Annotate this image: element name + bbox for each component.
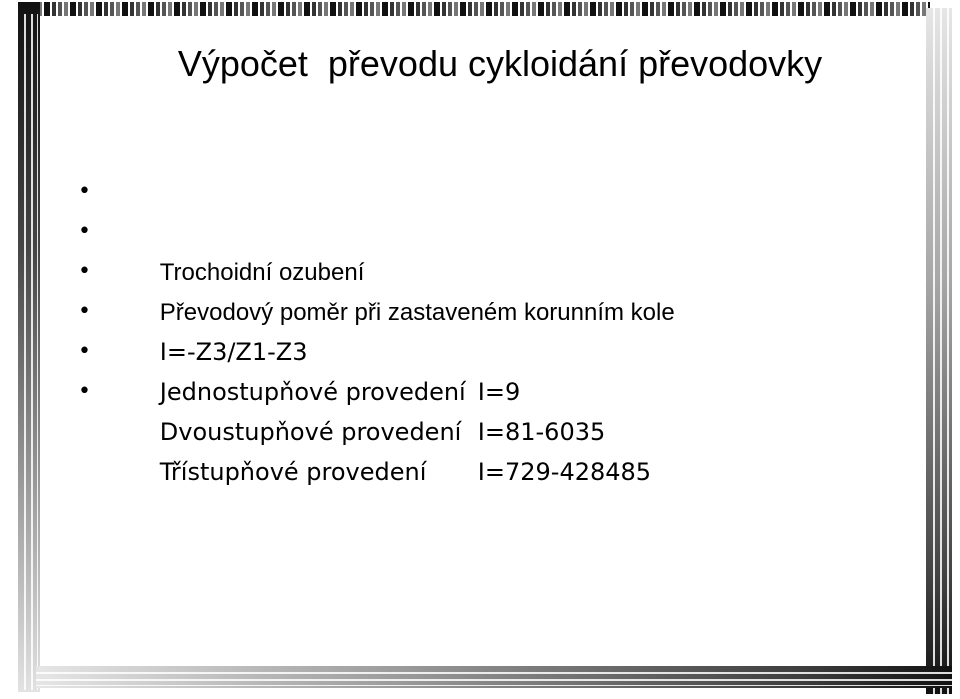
variant-ratio: I=9 (477, 378, 521, 406)
frame-right-stripes (928, 8, 950, 694)
frame-top-bar (18, 2, 930, 16)
bullet-icon: • (78, 339, 91, 364)
bullet-icon: • (78, 219, 91, 244)
bullet-icon: • (78, 299, 91, 324)
bullet-list (78, 172, 675, 486)
list-item (78, 172, 675, 286)
bullet-icon: • (78, 379, 91, 404)
bullet-icon: • (78, 259, 91, 284)
bullet-formula: I=-Z3/Z1-Z3 (159, 338, 308, 366)
bullet-text: Trochoidní ozubení (159, 259, 365, 286)
variant-ratio: I=81-6035 (477, 418, 606, 446)
frame-left-stripes (20, 14, 38, 690)
slide-title: Výpočet převodu cykloidání převodovky (177, 43, 823, 84)
frame-bottom-stripes (36, 668, 952, 686)
bullet-icon: • (78, 179, 91, 204)
variant-label: Jednostupňové provedení (159, 378, 466, 406)
variant-label: Třístupňové provedení (159, 458, 427, 486)
variant-ratio: I=729-428485 (477, 458, 652, 486)
bullet-text: Převodový poměr při zastaveném korunním kole (159, 299, 675, 326)
variant-label: Dvoustupňové provedení (159, 418, 462, 446)
